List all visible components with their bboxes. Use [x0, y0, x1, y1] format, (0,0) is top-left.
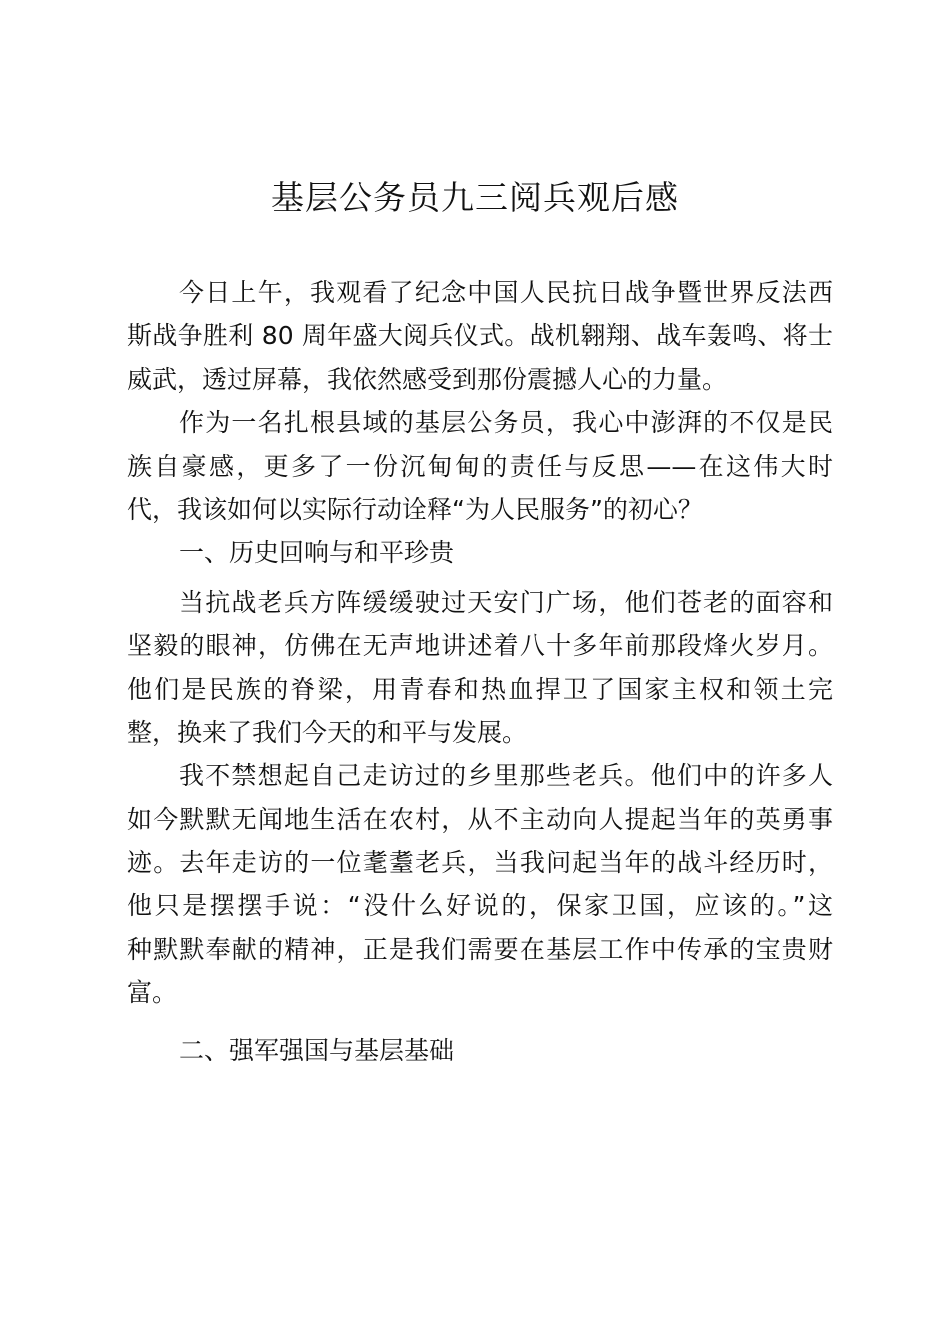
text-line: 今日上午，我观看了纪念中国人民抗日战争暨世界反法西: [179, 278, 833, 307]
text-line: 种默默奉献的精神，正是我们需要在基层工作中传承的宝贵财: [127, 934, 833, 964]
text-line: 坚毅的眼神，仿佛在无声地讲述着八十多年前那段烽火岁月。: [127, 631, 833, 661]
document-title: 基层公务员九三阅兵观后感: [271, 178, 679, 217]
text-line: 威武，透过屏幕，我依然感受到那份震撼人心的力量。: [127, 364, 728, 394]
text-line: 如今默默无闻地生活在农村，从不主动向人提起当年的英勇事: [127, 804, 833, 834]
text-line: 我不禁想起自己走访过的乡里那些老兵。他们中的许多人: [179, 761, 833, 791]
text-line: 他们是民族的脊梁，用青春和热血捍卫了国家主权和领土完: [127, 674, 833, 704]
paragraph: [127, 754, 833, 1014]
text-line: 作为一名扎根县域的基层公务员，我心中澎湃的不仅是民: [179, 408, 833, 438]
text-line: 整，换来了我们今天的和平与发展。: [127, 717, 528, 747]
text-line: 富。: [127, 978, 178, 1008]
section-heading: 一、历史回响与和平珍贵: [179, 538, 455, 568]
text-line: 他只是摆摆手说：“没什么好说的，保家卫国，应该的。”这: [127, 891, 833, 921]
text-line: 当抗战老兵方阵缓缓驶过天安门广场，他们苍老的面容和: [179, 587, 833, 617]
document-body: [127, 271, 833, 1072]
text-line: 迹。去年走访的一位耄耋老兵，当我问起当年的战斗经历时，: [127, 848, 833, 878]
text-line: 代，我该如何以实际行动诠释“为人民服务”的初心？: [127, 494, 703, 524]
text-line: 斯战争胜利 80 周年盛大阅兵仪式。战机翱翔、战车轰鸣、将士: [127, 321, 833, 351]
text-line: 族自豪感，更多了一份沉甸甸的责任与反思——在这伟大时: [127, 451, 833, 481]
section-heading: 二、强军强国与基层基础: [179, 1035, 455, 1065]
paragraph: [127, 401, 833, 531]
paragraph: [127, 581, 833, 755]
paragraph: [127, 271, 833, 401]
